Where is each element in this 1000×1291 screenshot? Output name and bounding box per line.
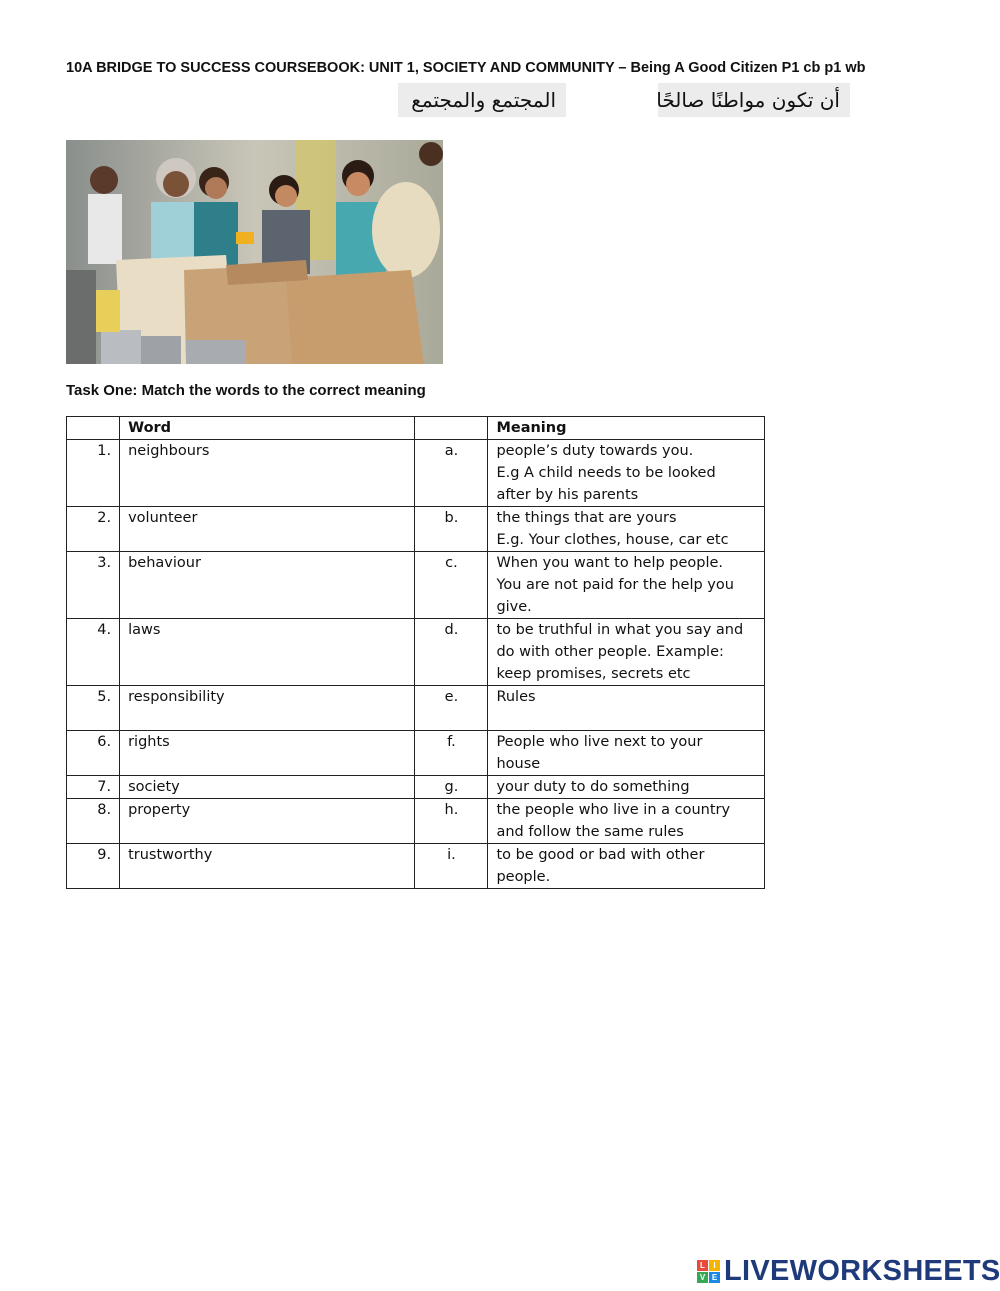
header-meaning: Meaning [488, 417, 765, 440]
logo-blocks-icon: L I V E [697, 1260, 720, 1283]
meaning-cell [488, 799, 765, 844]
arabic-label-society: المجتمع والمجتمع [398, 83, 566, 117]
meaning-line: keep promises, secrets etc [496, 666, 691, 682]
word-cell: laws [120, 619, 415, 686]
header-word: Word [120, 417, 415, 440]
table-row [67, 844, 765, 889]
table-row [67, 440, 765, 507]
meaning-letter: f. [415, 731, 488, 776]
row-number: 8. [67, 799, 120, 844]
meaning-cell [488, 507, 765, 552]
row-number: 5. [67, 686, 120, 731]
food-bank-volunteers-image [66, 140, 443, 364]
meaning-line: people. [496, 869, 551, 885]
meaning-line: When you want to help people. [496, 555, 724, 571]
meaning-cell [488, 731, 765, 776]
row-number: 7. [67, 776, 120, 799]
word-cell: society [120, 776, 415, 799]
meaning-letter: a. [415, 440, 488, 507]
meaning-line: and follow the same rules [496, 824, 684, 840]
meaning-letter: g. [415, 776, 488, 799]
meaning-line: house [496, 756, 541, 772]
meaning-letter: c. [415, 552, 488, 619]
meaning-cell [488, 619, 765, 686]
volunteers-photo [66, 140, 443, 364]
word-cell: volunteer [120, 507, 415, 552]
row-number: 4. [67, 619, 120, 686]
meaning-line: to be truthful in what you say and [496, 622, 744, 638]
table-row [67, 552, 765, 619]
word-cell: trustworthy [120, 844, 415, 889]
meaning-cell [488, 440, 765, 507]
table-row [67, 799, 765, 844]
row-number: 9. [67, 844, 120, 889]
arabic-label-good-citizen: أن تكون مواطنًا صالحًا [658, 83, 850, 117]
header-num-cell [67, 417, 120, 440]
table-row [67, 686, 765, 731]
meaning-cell [488, 844, 765, 889]
word-cell: property [120, 799, 415, 844]
meaning-cell [488, 776, 765, 799]
row-number: 3. [67, 552, 120, 619]
meaning-line: Rules [496, 689, 536, 705]
meaning-line: You are not paid for the help you [496, 577, 734, 593]
table-row [67, 776, 765, 799]
meaning-line: People who live next to your [496, 734, 703, 750]
table-header-row [67, 417, 765, 440]
meaning-line [496, 708, 756, 730]
meaning-letter: b. [415, 507, 488, 552]
meaning-letter: d. [415, 619, 488, 686]
header-letter-cell [415, 417, 488, 440]
word-cell: neighbours [120, 440, 415, 507]
meaning-line: the people who live in a country [496, 802, 731, 818]
meaning-line: to be good or bad with other [496, 847, 705, 863]
matching-table [66, 416, 765, 889]
meaning-line: your duty to do something [496, 779, 690, 795]
table-row [67, 731, 765, 776]
table-row [67, 507, 765, 552]
meaning-cell [488, 552, 765, 619]
meaning-line: people’s duty towards you. [496, 443, 694, 459]
logo-text: LIVEWORKSHEETS [724, 1254, 1000, 1287]
row-number: 2. [67, 507, 120, 552]
word-cell: rights [120, 731, 415, 776]
word-cell: behaviour [120, 552, 415, 619]
task-one-heading: Task One: Match the words to the correct meaning [66, 382, 426, 399]
liveworksheets-logo [697, 1254, 1000, 1288]
meaning-line: after by his parents [496, 487, 639, 503]
meaning-letter: e. [415, 686, 488, 731]
meaning-line: the things that are yours [496, 510, 677, 526]
meaning-line: do with other people. Example: [496, 644, 724, 660]
table-row [67, 619, 765, 686]
meaning-line: E.g A child needs to be looked [496, 465, 716, 481]
meaning-cell [488, 686, 765, 731]
meaning-letter: h. [415, 799, 488, 844]
worksheet-title: 10A BRIDGE TO SUCCESS COURSEBOOK: UNIT 1, SOCIETY AND COMMUNITY – Being A Good Citizen P1 cb p1 wb [66, 60, 866, 76]
meaning-letter: i. [415, 844, 488, 889]
meaning-line: E.g. Your clothes, house, car etc [496, 532, 729, 548]
meaning-line: give. [496, 599, 532, 615]
row-number: 6. [67, 731, 120, 776]
word-cell: responsibility [120, 686, 415, 731]
row-number: 1. [67, 440, 120, 507]
